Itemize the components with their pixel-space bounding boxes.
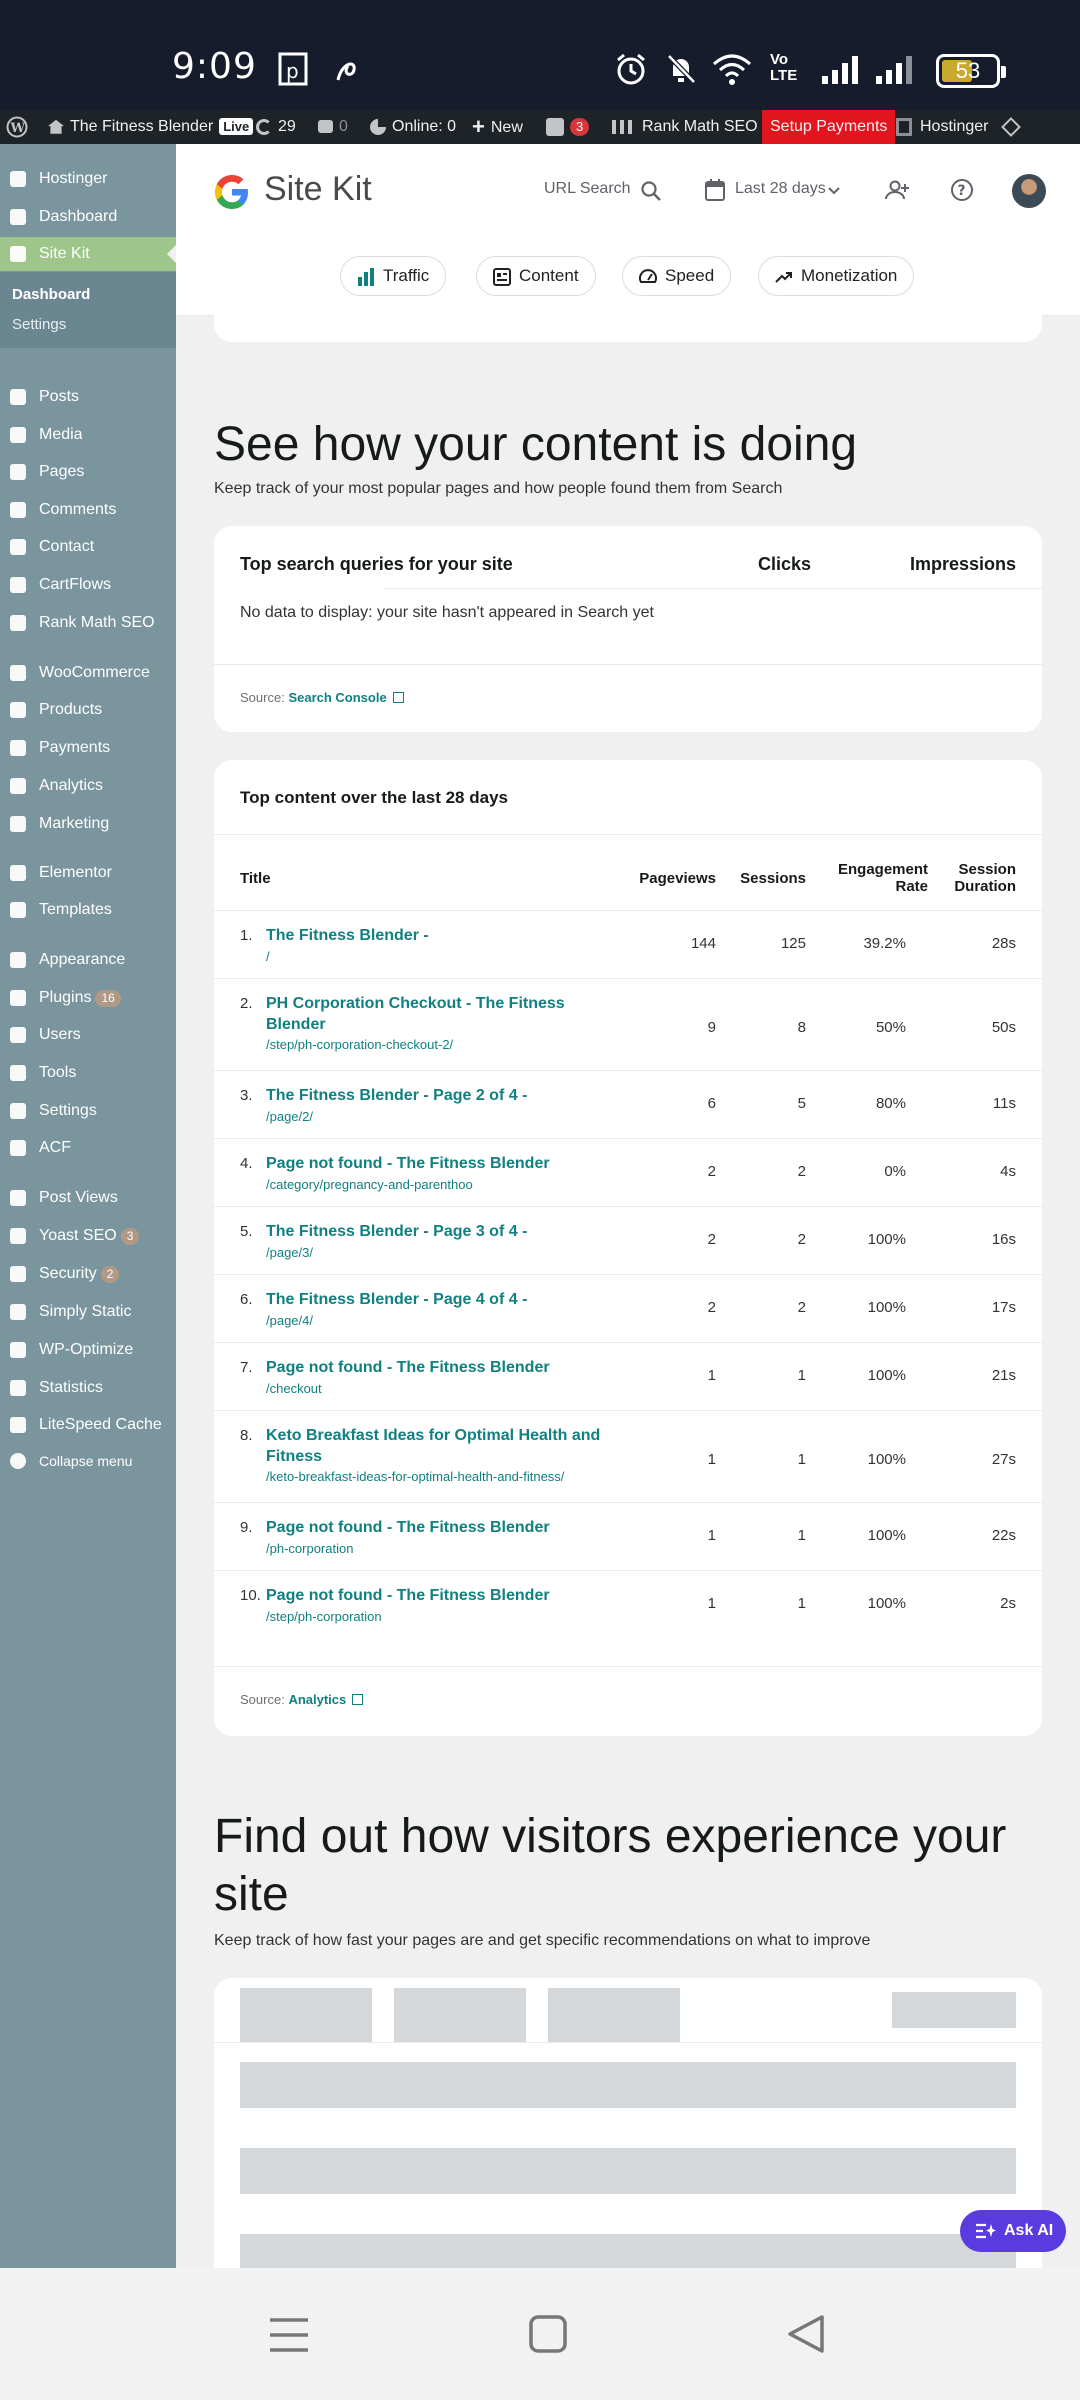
status-bar	[0, 0, 1080, 110]
yoast-icon	[546, 118, 564, 136]
recent-apps-icon[interactable]	[268, 2316, 310, 2354]
sidebar-item-security[interactable]	[0, 1257, 176, 1291]
chip-monetization-label: Monetization	[801, 266, 898, 285]
row-session-duration: 27s	[991, 1451, 1016, 1468]
admin-bar-updates[interactable]	[256, 110, 296, 144]
marketing-icon	[10, 816, 26, 832]
row-path-link[interactable]: /page/3/	[266, 1245, 313, 1260]
skeleton-toggle	[892, 1992, 1016, 2028]
row-pageviews: 2	[707, 1299, 716, 1316]
row-title-link[interactable]: Page not found - The Fitness Blender	[266, 1519, 550, 1536]
row-sessions: 1	[797, 1451, 806, 1468]
sidebar-item-label: Plugins	[39, 989, 92, 1006]
skeleton-tab	[394, 1988, 526, 2042]
row-engagement-rate: 80%	[875, 1095, 906, 1112]
pages-icon	[10, 464, 26, 480]
row-pageviews: 1	[707, 1595, 716, 1612]
online-count: Online: 0	[392, 118, 457, 135]
row-path-link[interactable]: /page/2/	[266, 1109, 313, 1124]
row-title-link[interactable]: Page not found - The Fitness Blender	[266, 1587, 550, 1604]
signal-icon-1	[820, 52, 860, 86]
row-sessions: 2	[797, 1163, 806, 1180]
sidebar-item-rank-math-seo[interactable]	[0, 606, 176, 640]
yoast-seo-icon	[10, 1228, 26, 1244]
table-row	[214, 1410, 1042, 1502]
table-row	[214, 1342, 1042, 1410]
comment-icon	[318, 120, 333, 133]
site-kit-submenu	[0, 272, 176, 348]
collapse-menu-icon	[10, 1453, 26, 1469]
row-sessions: 1	[797, 1527, 806, 1544]
row-session-duration: 16s	[991, 1231, 1016, 1248]
previous-card-bottom	[214, 300, 1042, 342]
sidebar-item-label: Post Views	[39, 1189, 118, 1206]
row-path-link[interactable]: /step/ph-corporation	[266, 1609, 382, 1624]
sidebar-item-hostinger[interactable]	[0, 162, 176, 196]
queries-source	[240, 690, 404, 705]
sidebar-item-label: Site Kit	[39, 245, 90, 262]
source-label: Source:	[240, 1692, 285, 1707]
svg-text:p: p	[286, 59, 299, 83]
litespeed-cache-icon	[10, 1417, 26, 1433]
top-content-footer-divider	[214, 1666, 1042, 1667]
sidebar-item-label: WooCommerce	[39, 664, 150, 681]
row-rank: 2.	[240, 995, 253, 1012]
sidebar-item-label: Templates	[39, 901, 112, 918]
row-pageviews: 6	[707, 1095, 716, 1112]
row-engagement-rate: 100%	[867, 1367, 906, 1384]
row-sessions: 5	[797, 1095, 806, 1112]
admin-bar-site[interactable]	[48, 110, 253, 144]
row-engagement-rate: 100%	[867, 1451, 906, 1468]
new-label: New	[490, 119, 523, 136]
elementor-icon	[10, 865, 26, 881]
row-path-link[interactable]: /checkout	[266, 1381, 322, 1396]
skeleton-row	[240, 2148, 1016, 2194]
sidebar-item-label: WP-Optimize	[39, 1341, 134, 1358]
admin-sidebar	[0, 144, 176, 2268]
dashboard-icon	[10, 209, 26, 225]
signal-icon-2	[874, 52, 914, 86]
users-icon	[10, 1027, 26, 1043]
external-link-icon[interactable]	[393, 692, 404, 703]
row-sessions: 2	[797, 1299, 806, 1316]
posts-icon	[10, 389, 26, 405]
add-user-icon[interactable]	[884, 178, 910, 202]
sidebar-item-analytics[interactable]	[0, 769, 176, 803]
row-engagement-rate: 100%	[867, 1299, 906, 1316]
mute-icon	[664, 52, 698, 86]
sidebar-count-badge: 16	[95, 990, 120, 1007]
sidebar-item-label: Security	[39, 1265, 97, 1282]
col-engagement-rate[interactable]: Engagement Rate	[837, 861, 928, 895]
admin-bar-hostinger[interactable]	[896, 110, 988, 144]
chip-speed-label: Speed	[665, 266, 715, 285]
table-row	[214, 1138, 1042, 1206]
row-engagement-rate: 100%	[867, 1231, 906, 1248]
calendar-icon[interactable]	[704, 178, 726, 202]
sidebar-item-comments[interactable]	[0, 493, 176, 527]
sidebar-item-users[interactable]	[0, 1018, 176, 1052]
speed-section-title: Find out how visitors experience your site	[214, 1810, 1007, 1921]
simply-static-icon	[10, 1304, 26, 1320]
sidebar-item-label: Comments	[39, 501, 117, 518]
analytics-link[interactable]: Analytics	[288, 1692, 347, 1707]
top-content-source	[240, 1692, 363, 1707]
row-rank: 4.	[240, 1155, 253, 1172]
chip-monetization[interactable]	[758, 256, 914, 296]
woocommerce-icon	[10, 665, 26, 681]
sidebar-item-templates[interactable]	[0, 893, 176, 927]
sidebar-item-label: ACF	[39, 1139, 71, 1156]
chip-speed[interactable]	[622, 256, 731, 296]
submenu-settings[interactable]: Settings	[12, 316, 67, 333]
speedometer-icon	[639, 268, 657, 286]
queries-footer-divider	[214, 664, 1042, 665]
setup-payments-link[interactable]: Setup Payments	[762, 110, 895, 144]
admin-bar-comments[interactable]	[318, 110, 348, 144]
appearance-icon	[10, 952, 26, 968]
bar-chart-icon	[357, 268, 375, 286]
updates-icon	[256, 119, 272, 135]
skeleton-tab	[548, 1988, 680, 2042]
swirl-icon	[332, 52, 362, 86]
row-session-duration: 4s	[1000, 1163, 1016, 1180]
queries-card-title: Top search queries for your site	[240, 554, 513, 574]
sidebar-item-label: Yoast SEO	[39, 1227, 117, 1244]
search-queries-card	[214, 526, 1042, 732]
wifi-icon	[712, 52, 752, 86]
row-rank: 7.	[240, 1359, 253, 1376]
products-icon	[10, 702, 26, 718]
battery-level: 53	[955, 58, 981, 83]
sidebar-item-label: Analytics	[39, 777, 104, 794]
row-title-link[interactable]: The Fitness Blender -	[266, 927, 429, 944]
sidebar-item-label: Payments	[39, 739, 111, 756]
admin-bar-yoast[interactable]	[546, 110, 589, 144]
content-section-desc: Keep track of your most popular pages and how people found them from Search	[214, 480, 783, 497]
sidebar-count-badge: 3	[121, 1228, 140, 1245]
submenu-dashboard[interactable]: Dashboard	[12, 286, 91, 303]
row-engagement-rate: 39.2%	[863, 935, 906, 952]
svg-text:W: W	[10, 121, 26, 136]
statistics-icon	[10, 1380, 26, 1396]
rank-math-icon	[612, 120, 632, 134]
sidebar-item-label: Marketing	[39, 815, 110, 832]
col-clicks[interactable]: Clicks	[758, 554, 812, 574]
row-session-duration: 17s	[991, 1299, 1016, 1316]
speed-card-loading	[214, 1978, 1042, 2268]
row-session-duration: 21s	[991, 1367, 1016, 1384]
queries-header-divider	[384, 588, 1042, 589]
row-title-link[interactable]: Keto Breakfast Ideas for Optimal Health and Fitness	[266, 1427, 601, 1465]
col-impressions[interactable]: Impressions	[909, 554, 1016, 574]
top-content-title: Top content over the last 28 days	[240, 788, 508, 807]
skeleton-row	[240, 2062, 1016, 2108]
live-badge: Live	[219, 118, 253, 135]
site-kit-icon	[10, 246, 26, 262]
sidebar-item-settings[interactable]	[0, 1094, 176, 1128]
url-search-label[interactable]: URL Search	[544, 180, 631, 197]
row-title-link[interactable]: Page not found - The Fitness Blender	[266, 1155, 550, 1172]
android-nav-bar	[0, 2268, 1080, 2400]
admin-bar-online[interactable]	[370, 110, 456, 144]
table-row	[214, 1570, 1042, 1638]
sparkle-icon	[974, 2221, 996, 2241]
table-row	[214, 1502, 1042, 1570]
table-row	[214, 910, 1042, 978]
row-path-link[interactable]: /ph-corporation	[266, 1541, 354, 1556]
row-session-duration: 28s	[991, 935, 1016, 952]
row-pageviews: 1	[707, 1367, 716, 1384]
sidebar-item-payments[interactable]	[0, 731, 176, 765]
top-content-card	[214, 760, 1042, 1736]
sidebar-item-yoast-seo[interactable]	[0, 1219, 176, 1253]
sidebar-item-label: Products	[39, 701, 103, 718]
cartflows-icon	[10, 577, 26, 593]
admin-bar-new[interactable]	[472, 110, 523, 144]
table-row	[214, 1274, 1042, 1342]
table-row	[214, 1206, 1042, 1274]
content-icon	[493, 268, 511, 286]
search-console-link[interactable]: Search Console	[288, 690, 387, 705]
row-sessions: 8	[797, 1019, 806, 1036]
chip-content[interactable]	[476, 256, 596, 296]
row-session-duration: 11s	[992, 1095, 1016, 1112]
speed-section-desc: Keep track of how fast your pages are and get specific recommendations on what to improve	[214, 1932, 871, 1949]
tools-icon	[10, 1065, 26, 1081]
site-kit-header	[176, 144, 1080, 316]
hostinger-label: Hostinger	[920, 118, 989, 135]
payments-icon	[10, 740, 26, 756]
diamond-icon[interactable]	[1004, 110, 1018, 144]
plus-icon: +	[472, 114, 485, 139]
sidebar-item-litespeed-cache[interactable]	[0, 1408, 176, 1442]
skeleton-row	[240, 2234, 1016, 2268]
admin-bar-rank-math[interactable]	[612, 110, 758, 144]
row-rank: 3.	[240, 1087, 253, 1104]
skeleton-tab	[240, 1988, 372, 2042]
row-engagement-rate: 100%	[867, 1595, 906, 1612]
row-sessions: 2	[797, 1231, 806, 1248]
sidebar-item-marketing[interactable]	[0, 807, 176, 841]
row-rank: 10.	[240, 1587, 261, 1604]
row-session-duration: 2s	[1000, 1595, 1016, 1612]
sidebar-item-elementor[interactable]	[0, 856, 176, 890]
sidebar-item-label: Elementor	[39, 864, 112, 881]
home-icon	[48, 120, 64, 134]
content-section-title: See how your content is doing	[214, 418, 858, 471]
help-icon[interactable]	[950, 178, 974, 202]
security-icon	[10, 1266, 26, 1282]
sidebar-item-label: Media	[39, 426, 83, 443]
media-icon	[10, 427, 26, 443]
chip-traffic-label: Traffic	[383, 266, 430, 285]
row-title-link[interactable]: The Fitness Blender - Page 4 of 4 -	[266, 1291, 528, 1308]
row-path-link[interactable]: /page/4/	[266, 1313, 313, 1328]
sidebar-item-collapse-menu[interactable]	[0, 1444, 176, 1478]
ask-ai-label: Ask AI	[1004, 2222, 1054, 2239]
sidebar-item-statistics[interactable]	[0, 1371, 176, 1405]
row-title-link[interactable]: Page not found - The Fitness Blender	[266, 1359, 550, 1376]
row-session-duration: 22s	[991, 1527, 1016, 1544]
row-engagement-rate: 100%	[867, 1527, 906, 1544]
yoast-count: 3	[570, 118, 589, 136]
google-g-icon	[212, 172, 252, 212]
row-pageviews: 2	[707, 1163, 716, 1180]
sidebar-item-post-views[interactable]	[0, 1181, 176, 1215]
svg-text:?: ?	[957, 183, 966, 199]
date-range-selector[interactable]: Last 28 days	[735, 180, 826, 197]
home-nav-icon[interactable]	[528, 2314, 568, 2354]
wp-optimize-icon	[10, 1342, 26, 1358]
table-row	[214, 1070, 1042, 1138]
external-link-icon[interactable]	[352, 1694, 363, 1705]
sidebar-item-contact[interactable]	[0, 530, 176, 564]
sidebar-item-label: Hostinger	[39, 170, 108, 187]
row-sessions: 125	[780, 935, 806, 952]
row-rank: 6.	[240, 1291, 253, 1308]
row-sessions: 1	[797, 1595, 806, 1612]
contact-icon	[10, 539, 26, 555]
comments-count: 0	[339, 118, 348, 135]
sidebar-item-label: CartFlows	[39, 576, 112, 593]
sidebar-item-plugins[interactable]	[0, 981, 176, 1015]
row-engagement-rate: 50%	[875, 1019, 906, 1036]
row-rank: 1.	[240, 927, 253, 944]
sidebar-item-label: Settings	[39, 1102, 97, 1119]
row-engagement-rate: 0%	[884, 1163, 906, 1180]
row-rank: 9.	[240, 1519, 253, 1536]
acf-icon	[10, 1140, 26, 1156]
sidebar-item-tools[interactable]	[0, 1056, 176, 1090]
site-name: The Fitness Blender	[70, 118, 214, 135]
settings-icon	[10, 1103, 26, 1119]
wp-admin-bar	[0, 110, 1080, 144]
hostinger-icon	[10, 171, 26, 187]
row-sessions: 1	[797, 1367, 806, 1384]
sidebar-item-site-kit[interactable]	[0, 237, 176, 271]
table-row	[214, 978, 1042, 1070]
sidebar-item-cartflows[interactable]	[0, 568, 176, 602]
row-pageviews: 144	[690, 935, 716, 952]
row-path-link[interactable]: /	[266, 949, 270, 964]
volte-label: Vo LTE	[770, 51, 798, 84]
rank-math-seo-icon	[10, 615, 26, 631]
sidebar-item-label: Contact	[39, 538, 95, 555]
post-views-icon	[10, 1190, 26, 1206]
row-session-duration: 50s	[991, 1019, 1016, 1036]
sidebar-item-label: Simply Static	[39, 1303, 132, 1320]
col-pageviews[interactable]: Pageviews	[639, 870, 716, 887]
chip-traffic[interactable]	[340, 256, 446, 296]
hostinger-icon	[896, 118, 912, 136]
status-time: 9:09	[172, 46, 257, 87]
ask-ai-button[interactable]	[960, 2210, 1066, 2252]
sidebar-item-label: Users	[39, 1026, 81, 1043]
sidebar-item-label: Appearance	[39, 951, 126, 968]
site-kit-logo-text: Site Kit	[264, 170, 372, 208]
col-session-duration[interactable]: Session Duration	[954, 861, 1016, 895]
search-icon[interactable]	[640, 180, 662, 202]
plugins-icon	[10, 990, 26, 1006]
sidebar-item-label: Collapse menu	[39, 1453, 133, 1469]
alarm-icon	[614, 52, 648, 86]
row-pageviews: 1	[707, 1527, 716, 1544]
row-path-link[interactable]: /category/pregnancy-and-parenthoo	[266, 1177, 473, 1192]
sidebar-item-label: Dashboard	[39, 208, 118, 225]
queries-empty-message: No data to display: your site hasn't appeared in Search yet	[240, 604, 654, 621]
wordpress-logo-icon[interactable]	[6, 110, 28, 144]
sidebar-item-acf[interactable]	[0, 1131, 176, 1165]
col-sessions[interactable]: Sessions	[740, 870, 806, 887]
sidebar-item-wp-optimize[interactable]	[0, 1333, 176, 1367]
battery-icon	[936, 54, 1000, 88]
sidebar-item-label: Statistics	[39, 1379, 104, 1396]
row-pageviews: 9	[707, 1019, 716, 1036]
source-label: Source:	[240, 690, 285, 705]
sidebar-item-dashboard[interactable]	[0, 200, 176, 234]
templates-icon	[10, 902, 26, 918]
chevron-down-icon[interactable]	[828, 186, 840, 196]
sidebar-item-media[interactable]	[0, 418, 176, 452]
row-pageviews: 2	[707, 1231, 716, 1248]
row-rank: 8.	[240, 1427, 253, 1444]
sidebar-item-woocommerce[interactable]	[0, 656, 176, 690]
trending-up-icon	[775, 268, 793, 286]
sidebar-item-label: Tools	[39, 1064, 77, 1081]
speed-card-divider	[214, 2042, 1042, 2043]
p-app-icon	[278, 52, 308, 86]
chip-content-label: Content	[519, 266, 579, 285]
sidebar-item-appearance[interactable]	[0, 943, 176, 977]
row-pageviews: 1	[707, 1451, 716, 1468]
sidebar-item-label: LiteSpeed Cache	[39, 1416, 162, 1433]
updates-count: 29	[278, 118, 296, 135]
sidebar-item-products[interactable]	[0, 693, 176, 727]
row-title-link[interactable]: The Fitness Blender - Page 3 of 4 -	[266, 1223, 528, 1240]
sidebar-item-label: Pages	[39, 463, 85, 480]
row-path-link[interactable]: /keto-breakfast-ideas-for-optimal-health-and-fitness/	[266, 1469, 565, 1484]
sidebar-count-badge: 2	[101, 1266, 120, 1283]
sidebar-item-label: Rank Math SEO	[39, 614, 155, 631]
comments-icon	[10, 502, 26, 518]
row-title-link[interactable]: PH Corporation Checkout - The Fitness Blender	[266, 995, 565, 1033]
sidebar-item-pages[interactable]	[0, 455, 176, 489]
rank-math-label: Rank Math SEO	[642, 118, 758, 135]
col-title[interactable]: Title	[240, 870, 271, 887]
row-title-link[interactable]: The Fitness Blender - Page 2 of 4 -	[266, 1087, 528, 1104]
analytics-icon	[10, 778, 26, 794]
pie-icon	[370, 119, 386, 135]
sidebar-item-posts[interactable]	[0, 380, 176, 414]
top-content-title-divider	[214, 834, 1042, 835]
row-rank: 5.	[240, 1223, 253, 1240]
sidebar-item-label: Posts	[39, 388, 80, 405]
sidebar-item-simply-static[interactable]	[0, 1295, 176, 1329]
back-icon[interactable]	[786, 2314, 826, 2354]
user-avatar[interactable]	[1012, 174, 1046, 208]
row-path-link[interactable]: /step/ph-corporation-checkout-2/	[266, 1037, 454, 1052]
